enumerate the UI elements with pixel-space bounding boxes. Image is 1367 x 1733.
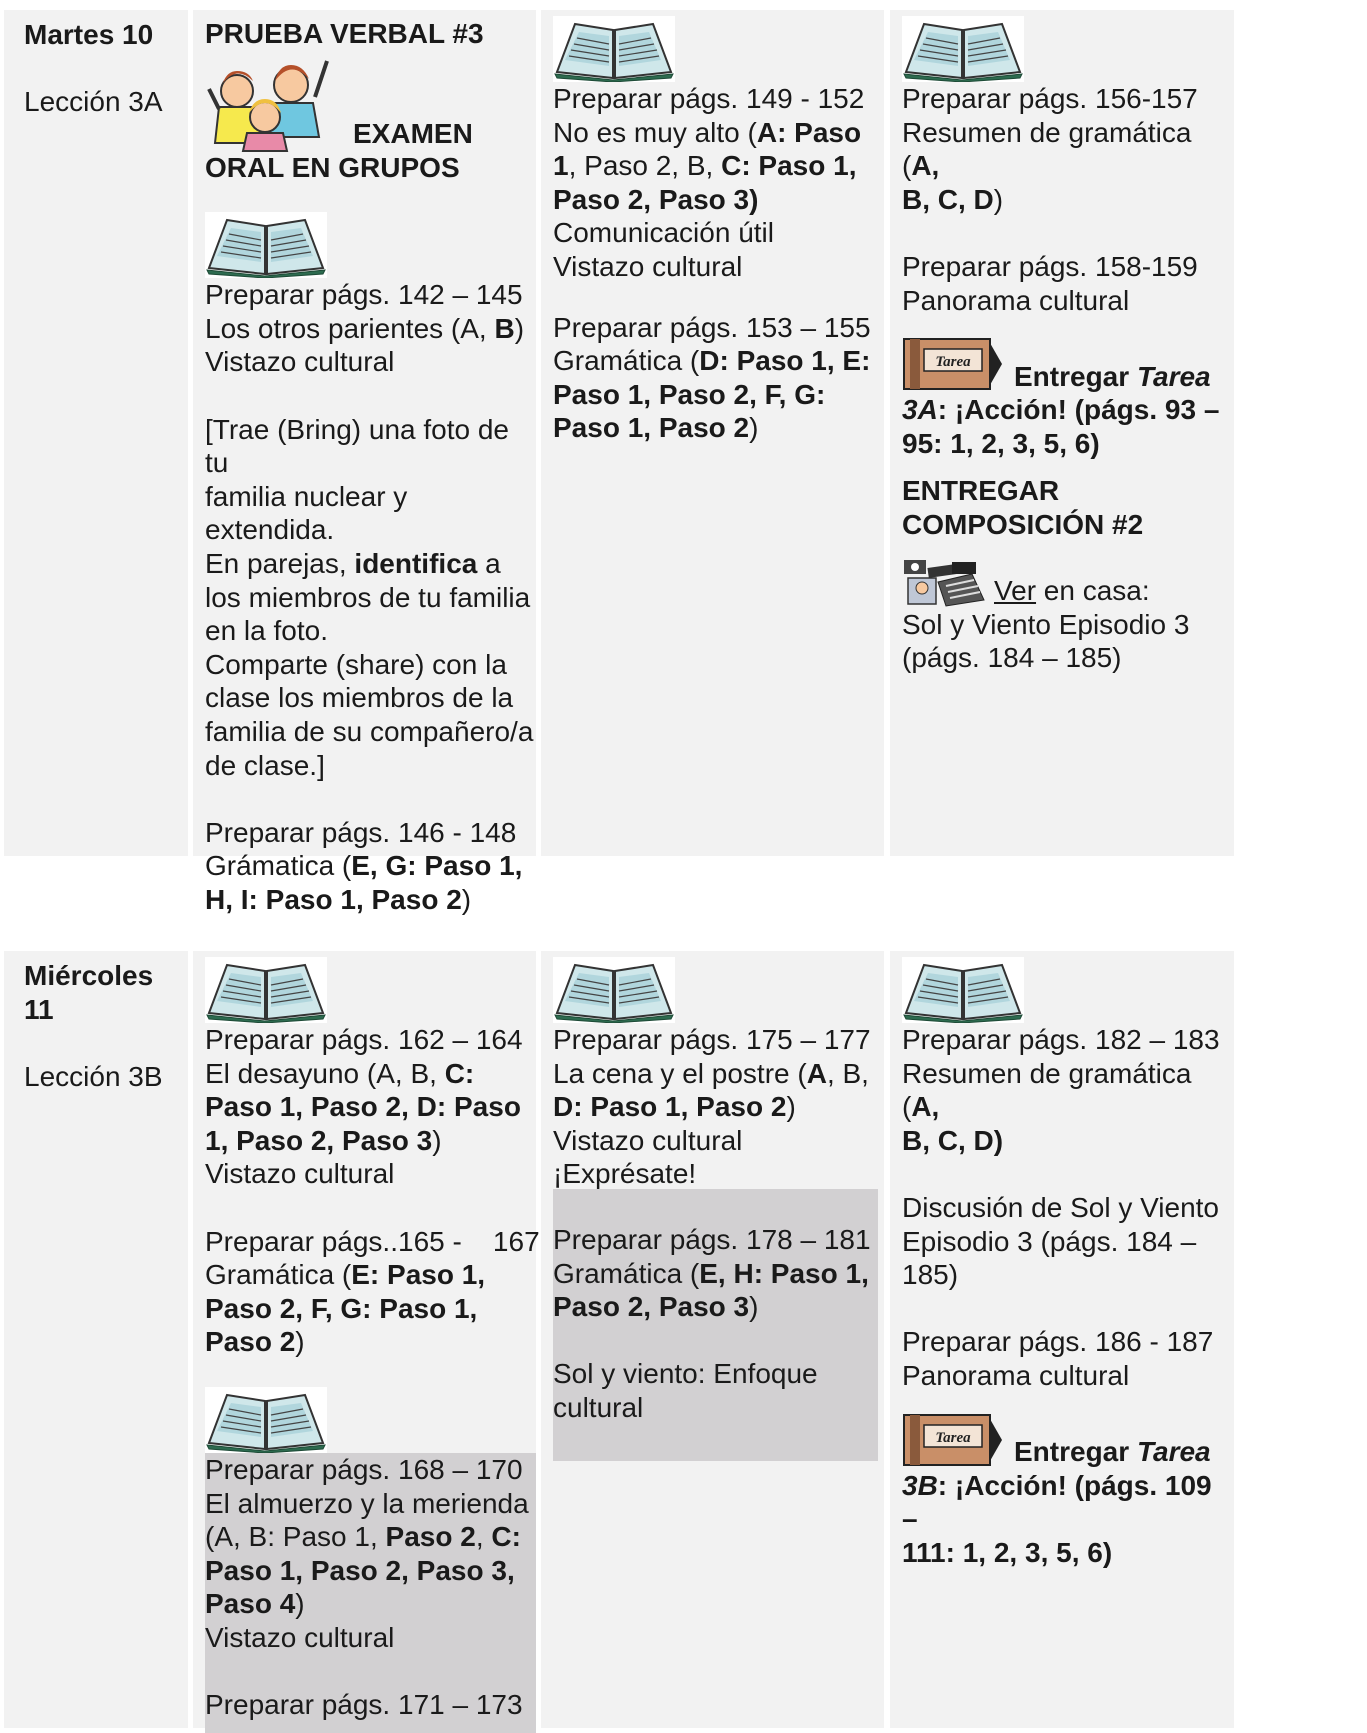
entregar-tarea-label: Entregar Tarea (1014, 360, 1211, 392)
line: ENTREGAR (902, 475, 1060, 507)
examen-oral-row (205, 53, 536, 151)
line: Preparar págs. 158-159 (902, 250, 1198, 282)
kids-icon (205, 53, 353, 151)
line: Vistazo cultural (553, 1124, 743, 1156)
line: Gramática (E, H: Paso 1, (553, 1257, 869, 1289)
line: Paso 2, Paso 3) (553, 183, 759, 215)
book-icon (205, 957, 327, 1023)
line: Sol y Viento Episodio 3 (902, 608, 1190, 640)
line: B, C, D) (902, 1124, 1004, 1156)
line: Paso 1, Paso 2) (553, 412, 759, 444)
line: El desayuno (A, B, C: (205, 1057, 475, 1089)
line: Paso 1, Paso 2, D: Paso (205, 1091, 521, 1123)
line: Preparar págs. 142 – 145 (205, 279, 523, 311)
line: 1, Paso 2, B, C: Paso 1, (553, 150, 857, 182)
line: 111: 1, 2, 3, 5, 6) (902, 1536, 1113, 1568)
line: 185) (902, 1259, 959, 1291)
day-cell-martes (4, 10, 188, 856)
ver-en-casa-label: Ver en casa: (994, 574, 1150, 606)
highlighted-block (205, 1453, 536, 1733)
book-icon (205, 212, 327, 278)
line: ¡Exprésate! (553, 1158, 697, 1190)
highlighted-block (553, 1189, 878, 1461)
martes-col2 (541, 10, 884, 856)
book-icon (902, 16, 1024, 82)
line: Paso 1, Paso 2, Paso 3, (205, 1554, 515, 1586)
line: Sol y viento: Enfoque (553, 1358, 818, 1390)
line: El almuerzo y la merienda (205, 1487, 529, 1519)
line: En parejas, identifica a (205, 547, 501, 579)
line: Preparar págs..165 - 167 (205, 1225, 540, 1257)
line: (A, B: Paso 1, Paso 2, C: (205, 1521, 521, 1553)
line: La cena y el postre (A, B, (553, 1057, 869, 1089)
line: Paso 2, F, G: Paso 1, (205, 1292, 478, 1324)
line: Panorama cultural (902, 1359, 1130, 1391)
line: en la foto. (205, 615, 328, 647)
line: Panorama cultural (902, 284, 1130, 316)
line: 3B: ¡Acción! (págs. 109 – (902, 1469, 1212, 1535)
line: [Trae (Bring) una foto de tu (205, 413, 510, 479)
line: 95: 1, 2, 3, 5, 6) (902, 427, 1100, 459)
line: B, C, D) (902, 183, 1004, 215)
line: clase los miembros de la (205, 682, 514, 714)
line: Comparte (share) con la (205, 648, 507, 680)
line: Preparar págs. 186 - 187 (902, 1326, 1214, 1358)
line: Vistazo cultural (205, 1158, 395, 1190)
book-icon (553, 957, 675, 1023)
line: familia nuclear y (205, 480, 408, 512)
martes-col1 (193, 10, 536, 915)
prueba-verbal-title: PRUEBA VERBAL #3 (205, 18, 484, 49)
book-icon (902, 957, 1024, 1023)
line: Preparar págs. 146 - 148 (205, 816, 517, 848)
lesson-label: Lección 3B (24, 1060, 163, 1092)
line: Los otros parientes (A, B) (205, 312, 525, 344)
line: extendida. (205, 514, 335, 546)
line: Paso 2, Paso 3) (553, 1291, 759, 1323)
line: COMPOSICIÓN #2 (902, 508, 1144, 540)
tarea-icon (902, 1411, 1004, 1469)
lesson-label: Lección 3A (24, 86, 163, 118)
line: Comunicación útil (553, 217, 774, 249)
martes-col3 (890, 10, 1234, 856)
line: Preparar págs. 162 – 164 (205, 1024, 523, 1055)
line: Preparar págs. 168 – 170 (205, 1453, 523, 1485)
line: cultural (553, 1391, 644, 1423)
miercoles-col3 (890, 951, 1234, 1728)
line: H, I: Paso 1, Paso 2) (205, 883, 472, 915)
line: Discusión de Sol y Viento (902, 1191, 1219, 1223)
line: Preparar págs. 156-157 (902, 83, 1198, 114)
line: Paso 1, Paso 2, F, G: (553, 378, 826, 410)
miercoles-col2 (541, 951, 884, 1728)
line: Vistazo cultural (205, 1621, 395, 1653)
line: No es muy alto (A: Paso (553, 116, 862, 148)
day-label: Martes 10 (24, 19, 154, 50)
line: familia de su compañero/a (205, 715, 534, 747)
line: Paso 4) (205, 1588, 305, 1620)
line: los miembros de tu familia (205, 581, 531, 613)
film-icon (902, 556, 990, 608)
line: de clase.] (205, 749, 325, 781)
ver-en-casa-row (902, 556, 1234, 608)
line: 1, Paso 2, Paso 3) (205, 1124, 442, 1156)
line: Episodio 3 (págs. 184 – (902, 1225, 1197, 1257)
line: Resumen de gramática (A, (902, 116, 1192, 182)
tarea-icon (902, 335, 1004, 393)
day-label: Miércoles 11 (24, 960, 154, 1025)
line: Vistazo cultural (553, 250, 743, 282)
line: Preparar págs. 175 – 177 (553, 1024, 871, 1055)
line: Preparar págs. 178 – 181 (553, 1223, 871, 1255)
book-icon (205, 1387, 327, 1453)
line: Grámatica (E, G: Paso 1, (205, 850, 523, 882)
line: Gramática (E: Paso 1, (205, 1259, 486, 1291)
line: (págs. 184 – 185) (902, 642, 1122, 674)
svg-text:Tarea: Tarea (935, 354, 971, 371)
line: Paso 2) (205, 1326, 305, 1358)
line: Preparar págs. 149 - 152 (553, 83, 865, 114)
line: Preparar págs. 171 – 173 (205, 1689, 523, 1721)
book-icon (553, 16, 675, 82)
tarea-row (902, 1411, 1234, 1469)
line: Preparar págs. 153 – 155 (553, 311, 871, 343)
line: 3A: ¡Acción! (págs. 93 – (902, 394, 1220, 426)
examen-oral-b: ORAL EN GRUPOS (205, 151, 460, 183)
svg-text:Tarea: Tarea (935, 1429, 971, 1446)
day-cell-miercoles (4, 951, 188, 1728)
entregar-tarea-label: Entregar Tarea (1014, 1435, 1211, 1467)
examen-oral-a: EXAMEN (353, 118, 473, 149)
tarea-row (902, 335, 1234, 393)
line: D: Paso 1, Paso 2) (553, 1091, 796, 1123)
miercoles-col1 (193, 951, 540, 1728)
line: Preparar págs. 182 – 183 (902, 1024, 1220, 1055)
line: Gramática (D: Paso 1, E: (553, 345, 871, 377)
line: Vistazo cultural (205, 346, 395, 378)
line: Resumen de gramática (A, (902, 1057, 1192, 1123)
